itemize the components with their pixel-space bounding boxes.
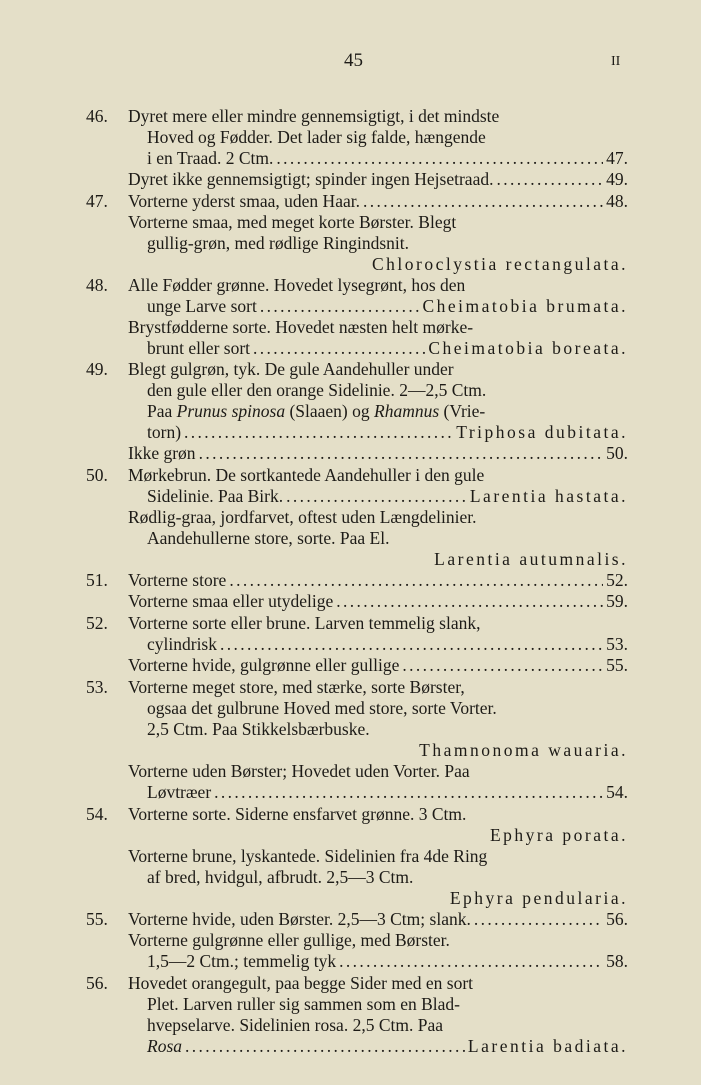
line-text: unge Larve sort (147, 296, 257, 316)
line-text: Mørkebrun. De sortkantede Aandehuller i den gule (128, 465, 485, 485)
couplet-number: 49. (86, 359, 108, 379)
line-text: Dyret ikke gennemsigtigt; spinder ingen Hejsetraad. (128, 169, 494, 189)
species-name: Larentia autumnalis. (434, 549, 628, 569)
dot-leader (336, 591, 603, 612)
key-line-52 (86, 613, 628, 634)
line-text: Vorterne gulgrønne eller gullige, med Børster. (128, 930, 450, 950)
key-line (147, 338, 628, 359)
line-text: Rødlig-graa, jordfarvet, oftest uden Længdelinier. (128, 507, 477, 527)
couplet-number: 47. (86, 191, 108, 211)
dot-leader (260, 296, 420, 317)
line-text: Paa (147, 401, 177, 421)
plant-name: Rhamnus (374, 401, 440, 421)
key-line-46 (86, 106, 628, 127)
key-line (128, 443, 628, 464)
line-text: brunt eller sort (147, 338, 251, 358)
couplet-reference: 47. (606, 148, 628, 168)
line-text: hvepselarve. Sidelinien rosa. 2,5 Ctm. Paa (147, 1015, 443, 1035)
line-text: 2,5 Ctm. Paa Stikkelsbærbuske. (147, 719, 370, 739)
key-line (128, 761, 628, 782)
key-line (128, 846, 628, 867)
dot-leader (220, 634, 603, 655)
couplet-number: 51. (86, 570, 108, 590)
dot-leader (229, 570, 603, 591)
couplet-reference: 56. (606, 909, 628, 929)
couplet-reference: 55. (606, 655, 628, 675)
species-name: Larentia badiata. (467, 1036, 628, 1056)
species-name: Triphosa dubitata. (456, 422, 628, 442)
dot-leader (496, 169, 603, 190)
key-line (128, 930, 628, 951)
plant-name: Prunus spinosa (176, 401, 286, 421)
line-text: Plet. Larven ruller sig sammen som en Blad- (147, 994, 460, 1014)
dot-leader (402, 655, 603, 676)
line-text: Ikke grøn (128, 443, 196, 463)
line-text: torn) (147, 422, 182, 442)
line-text: Alle Fødder grønne. Hovedet lysegrønt, hos den (128, 275, 466, 295)
couplet-reference: 49. (606, 169, 628, 189)
line-text: ogsaa det gulbrune Hoved med store, sorte Vorter. (147, 698, 497, 718)
dot-leader (276, 148, 603, 169)
key-line (147, 486, 628, 507)
couplet-number: 55. (86, 909, 108, 929)
key-line-56 (86, 973, 628, 994)
plant-name: Rosa (147, 1036, 182, 1056)
line-text: Vorterne sorte. Siderne ensfarvet grønne. 3 Ctm. (128, 804, 467, 824)
key-line (147, 380, 628, 401)
line-text: Vorterne store (128, 570, 227, 590)
dot-leader (199, 443, 604, 464)
line-text: cylindrisk (147, 634, 217, 654)
dot-leader (286, 486, 467, 507)
couplet-reference: 58. (606, 951, 628, 971)
line-text: Vorterne uden Børster; Hovedet uden Vorter. Paa (128, 761, 470, 781)
line-text: Vorterne smaa eller utydelige (128, 591, 334, 611)
page-number: 45 (344, 50, 363, 71)
line-text: Aandehullerne store, sorte. Paa El. (147, 528, 390, 548)
key-line (147, 127, 628, 148)
dot-leader (185, 1036, 465, 1057)
key-line (147, 698, 628, 719)
key-line (147, 422, 628, 443)
key-line (128, 655, 628, 676)
key-line (128, 212, 628, 233)
couplet-number: 46. (86, 106, 108, 126)
key-line-53 (86, 677, 628, 698)
key-line-55 (86, 909, 628, 930)
dot-leader (363, 191, 603, 212)
couplet-reference: 53. (606, 634, 628, 654)
dot-leader (184, 422, 453, 443)
key-line (147, 148, 628, 169)
key-line (147, 1036, 628, 1057)
key-line (128, 317, 628, 338)
key-line (128, 591, 628, 612)
line-text: 1,5—2 Ctm.; temmelig tyk (147, 951, 337, 971)
key-line-50 (86, 465, 628, 486)
dot-leader (253, 338, 425, 359)
key-line (128, 169, 628, 190)
line-text: Vorterne hvide, uden Børster. 2,5—3 Ctm; slank. (128, 909, 471, 929)
key-line (147, 782, 628, 803)
key-line (128, 507, 628, 528)
species-name: Ephyra pendularia. (449, 888, 628, 908)
line-text: Vorterne yderst smaa, uden Haar. (128, 191, 360, 211)
signature-mark: II (611, 54, 621, 69)
species-name: Ephyra porata. (489, 825, 628, 845)
couplet-number: 56. (86, 973, 108, 993)
line-text: (Slaaen) og (285, 401, 375, 421)
line-text: Vorterne meget store, med stærke, sorte Børster, (128, 677, 465, 697)
species-name: Thamnonoma wauaria. (419, 740, 628, 760)
dot-leader (474, 909, 603, 930)
line-text: Dyret mere eller mindre gennemsigtigt, i det mindste (128, 106, 500, 126)
line-text: af bred, hvidgul, afbrudt. 2,5—3 Ctm. (147, 867, 414, 887)
line-text: Vorterne hvide, gulgrønne eller gullige (128, 655, 400, 675)
line-text: Vorterne sorte eller brune. Larven temmelig slank, (128, 613, 481, 633)
line-text: gullig-grøn, med rødlige Ringindsnit. (147, 233, 409, 253)
couplet-reference: 52. (606, 570, 628, 590)
key-line-47 (86, 191, 628, 212)
line-text: (Vrie- (439, 401, 486, 421)
key-line (147, 401, 628, 422)
couplet-number: 50. (86, 465, 108, 485)
line-text: Hoved og Fødder. Det lader sig falde, hængende (147, 127, 486, 147)
key-line-48 (86, 275, 628, 296)
key-line-51 (86, 570, 628, 591)
key-line (147, 994, 628, 1015)
key-line (147, 951, 628, 972)
key-line (147, 296, 628, 317)
key-line (147, 233, 628, 254)
couplet-reference: 59. (606, 591, 628, 611)
line-text: Vorterne brune, lyskantede. Sidelinien fra 4de Ring (128, 846, 488, 866)
key-line (147, 719, 628, 740)
line-text: Sidelinie. Paa Birk. (147, 486, 284, 506)
species-name: Larentia hastata. (469, 486, 628, 506)
dot-leader (339, 951, 603, 972)
couplet-number: 52. (86, 613, 108, 633)
line-text: Vorterne smaa, med meget korte Børster. Blegt (128, 212, 457, 232)
line-text: den gule eller den orange Sidelinie. 2—2,5 Ctm. (147, 380, 487, 400)
key-line (147, 867, 628, 888)
key-line (147, 634, 628, 655)
key-line-54 (86, 804, 628, 825)
key-line (147, 1015, 628, 1036)
line-text: Løvtræer (147, 782, 212, 802)
couplet-reference: 50. (606, 443, 628, 463)
couplet-reference: 54. (606, 782, 628, 802)
dot-leader (214, 782, 603, 803)
species-name: Chloroclystia rectangulata. (371, 254, 628, 274)
line-text: Blegt gulgrøn, tyk. De gule Aandehuller under (128, 359, 454, 379)
line-text: Brystfødderne sorte. Hovedet næsten helt mørke- (128, 317, 474, 337)
species-name: Cheimatobia brumata. (422, 296, 628, 316)
line-text: i en Traad. 2 Ctm. (147, 148, 274, 168)
species-name: Cheimatobia boreata. (428, 338, 628, 358)
couplet-number: 54. (86, 804, 108, 824)
key-line (147, 528, 628, 549)
key-line-49 (86, 359, 628, 380)
couplet-reference: 48. (606, 191, 628, 211)
couplet-number: 48. (86, 275, 108, 295)
couplet-number: 53. (86, 677, 108, 697)
line-text: Hovedet orangegult, paa begge Sider med en sort (128, 973, 474, 993)
